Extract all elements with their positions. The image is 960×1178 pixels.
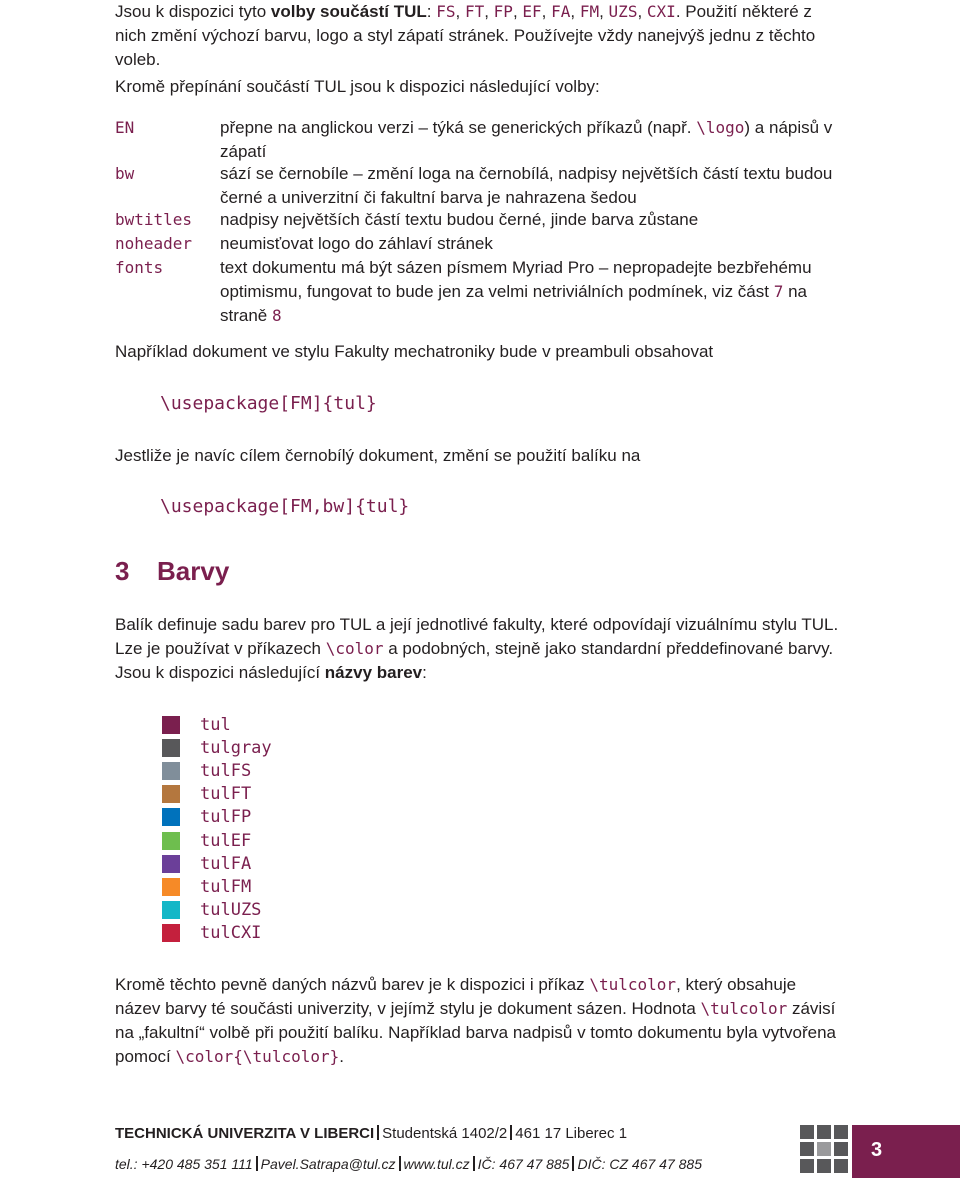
option-fs: FS bbox=[436, 2, 456, 21]
option-key: EN bbox=[115, 118, 135, 137]
color-name: tulFM bbox=[200, 876, 252, 897]
color-name: tulgray bbox=[200, 737, 272, 758]
option-fa: FA bbox=[551, 2, 571, 21]
color-swatch bbox=[162, 739, 180, 757]
color-item bbox=[162, 736, 272, 759]
section-number: 3 bbox=[115, 556, 130, 586]
option-fm: FM bbox=[579, 2, 600, 21]
color-item bbox=[162, 759, 272, 782]
footer-separator bbox=[473, 1156, 475, 1171]
option-cxi: CXI bbox=[646, 2, 676, 21]
footer-dic: DIČ: CZ 467 47 885 bbox=[577, 1156, 702, 1172]
option-key: fonts bbox=[115, 258, 164, 277]
example1-text: Například dokument ve stylu Fakulty mechatroniky bude v preambuli obsahovat bbox=[115, 342, 714, 361]
footer-contacts bbox=[115, 1156, 702, 1172]
footer-separator bbox=[572, 1156, 574, 1171]
color-name: tul bbox=[200, 714, 231, 735]
intro-paragraph: Jsou k dispozici tyto volby součástí TUL: FS, FT, FP, EF, FA, FM, UZS, CXI. Použití některé z nich změní výchozí barvu, logo a styl zápatí stránek. Používejte vždy nanejvýš jednu z těchto voleb. bbox=[115, 2, 816, 69]
color-name: tulEF bbox=[200, 830, 252, 851]
color-name: tulCXI bbox=[200, 923, 262, 944]
color-name: tulUZS bbox=[200, 900, 262, 921]
color-item bbox=[162, 829, 272, 852]
page-number-box bbox=[852, 1125, 960, 1178]
colors-intro-paragraph: Balík definuje sadu barev pro TUL a její jednotlivé fakulty, které odpovídají vizuálnímu stylu TUL. Lze je používat v příkazech \color a podobných, stejně jako standardní předdefinované barvy. Jsou k dispozici následující názvy barev: bbox=[115, 615, 839, 682]
example1-code: \usepackage[FM]{tul} bbox=[160, 393, 377, 414]
footer-university: TECHNICKÁ UNIVERZITA V LIBERCI bbox=[115, 1125, 375, 1142]
footer-separator bbox=[510, 1125, 512, 1140]
color-swatch bbox=[162, 878, 180, 896]
section-ref-link[interactable]: 7 bbox=[773, 282, 784, 301]
color-name: tulFP bbox=[200, 807, 252, 828]
option-desc: přepne na anglickou verzi – týká se generických příkazů (např. \logo) a nápisů v zápatí bbox=[220, 118, 833, 161]
color-swatch bbox=[162, 785, 180, 803]
section-heading bbox=[115, 556, 229, 587]
option-desc: nadpisy největších částí textu budou černé, jinde barva zůstane bbox=[220, 210, 699, 229]
color-item bbox=[162, 875, 272, 898]
footer-separator bbox=[377, 1125, 379, 1140]
footer-phone: tel.: +420 485 351 111 bbox=[115, 1156, 253, 1172]
options-intro: Kromě přepínání součástí TUL jsou k dispozici následující volby: bbox=[115, 77, 600, 96]
color-swatch bbox=[162, 832, 180, 850]
option-desc: sází se černobíle – změní loga na černobílá, nadpisy největších částí textu budou černé a univerzitní či fakultní barva je nahrazena šedou bbox=[220, 164, 833, 207]
option-uzs: UZS bbox=[608, 2, 638, 21]
option-ft: FT bbox=[464, 2, 485, 21]
color-name: tulFA bbox=[200, 853, 252, 874]
option-key: bwtitles bbox=[115, 210, 193, 229]
color-name: tulFS bbox=[200, 760, 252, 781]
option-desc: neumisťovat logo do záhlaví stránek bbox=[220, 234, 493, 253]
color-item bbox=[162, 922, 272, 945]
color-item bbox=[162, 713, 272, 736]
footer-city: 461 17 Liberec 1 bbox=[515, 1125, 628, 1142]
color-swatch bbox=[162, 855, 180, 873]
footer-address bbox=[115, 1125, 627, 1142]
section-title: Barvy bbox=[157, 556, 230, 586]
footer-street: Studentská 1402/2 bbox=[382, 1125, 508, 1142]
footer-ic: IČ: 467 47 885 bbox=[477, 1156, 570, 1172]
tul-logo-icon bbox=[800, 1125, 848, 1173]
example2-text: Jestliže je navíc cílem černobílý dokument, změní se použití balíku na bbox=[115, 446, 641, 465]
color-swatch bbox=[162, 901, 180, 919]
footer-web[interactable]: www.tul.cz bbox=[403, 1156, 470, 1172]
closing-paragraph: Kromě těchto pevně daných názvů barev je k dispozici i příkaz \tulcolor, který obsahuje název barvy té součásti univerzity, v jejímž stylu je dokument sázen. Hodnota \tulcolor závisí na „fakultní“ volbě při použití balíku. Například barva nadpisů v tomto dokumentu byla vytvořena pomocí \color{\tulcolor}. bbox=[115, 975, 836, 1066]
page-ref-link[interactable]: 8 bbox=[271, 306, 282, 325]
option-fp: FP bbox=[493, 2, 513, 21]
color-swatch bbox=[162, 808, 180, 826]
option-ef: EF bbox=[522, 2, 542, 21]
footer-separator bbox=[399, 1156, 401, 1171]
page-number: 3 bbox=[871, 1139, 883, 1161]
color-item bbox=[162, 852, 272, 875]
color-item bbox=[162, 806, 272, 829]
footer-separator bbox=[256, 1156, 258, 1171]
option-key: noheader bbox=[115, 234, 193, 253]
color-item bbox=[162, 899, 272, 922]
color-list bbox=[162, 713, 272, 945]
color-item bbox=[162, 783, 272, 806]
color-swatch bbox=[162, 716, 180, 734]
color-swatch bbox=[162, 924, 180, 942]
example2-code: \usepackage[FM,bw]{tul} bbox=[160, 496, 410, 517]
color-swatch bbox=[162, 762, 180, 780]
option-key: bw bbox=[115, 164, 135, 183]
footer-email[interactable]: Pavel.Satrapa@tul.cz bbox=[260, 1156, 396, 1172]
color-name: tulFT bbox=[200, 784, 252, 805]
option-desc: text dokumentu má být sázen písmem Myriad Pro – nepropadejte bezbřehému optimismu, fungovat to bude jen za velmi netriviálních podmínek, viz část 7 na straně 8 bbox=[220, 258, 812, 325]
